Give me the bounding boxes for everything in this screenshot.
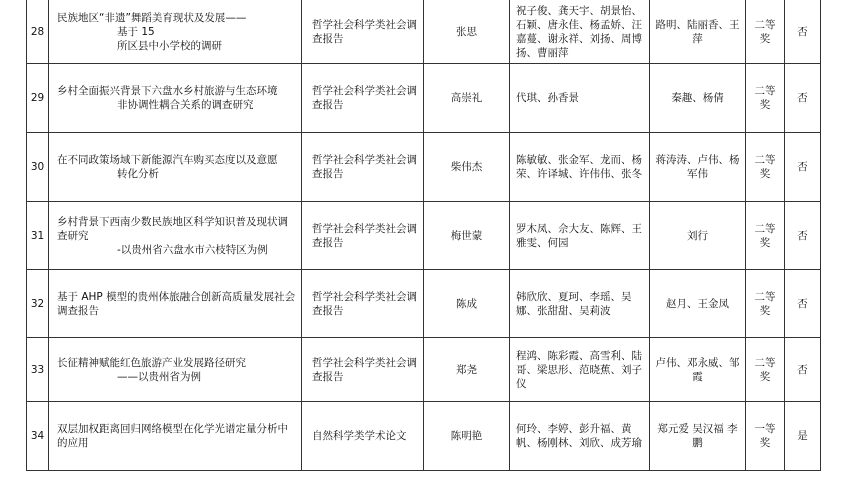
flag-value: 否	[785, 338, 821, 402]
award-level: 一等奖	[746, 402, 785, 471]
team-leader: 张思	[424, 0, 510, 64]
team-leader: 高崇礼	[424, 64, 510, 133]
project-title	[49, 338, 302, 402]
team-members: 罗木凤、佘大友、陈辉、王雅雯、何园	[510, 202, 650, 270]
advisor: 秦趣、杨倩	[650, 64, 746, 133]
project-title	[49, 64, 302, 133]
award-level: 二等奖	[746, 133, 785, 202]
project-title-line: 非协调性耦合关系的调查研究	[117, 99, 254, 111]
project-title	[49, 133, 302, 202]
team-members: 代琪、孙香景	[510, 64, 650, 133]
table-row	[27, 64, 821, 133]
flag-value: 否	[785, 270, 821, 338]
work-category: 哲学社会科学类社会调查报告	[302, 202, 424, 270]
project-title-line: 长征精神赋能红色旅游产业发展路径研究	[57, 356, 246, 369]
team-leader: 陈明艳	[424, 402, 510, 471]
work-category: 哲学社会科学类社会调查报告	[302, 133, 424, 202]
work-category: 哲学社会科学类社会调查报告	[302, 0, 424, 64]
award-level: 二等奖	[746, 64, 785, 133]
award-table-body	[27, 0, 821, 471]
project-title-line: 转化分析	[117, 168, 159, 180]
table-row	[27, 0, 821, 64]
award-level: 二等奖	[746, 338, 785, 402]
flag-value: 否	[785, 202, 821, 270]
advisor: 路明、陆丽香、王萍	[650, 0, 746, 64]
project-title-line: ——以贵州省为例	[117, 370, 201, 383]
advisor: 赵月、王金凤	[650, 270, 746, 338]
project-title	[49, 402, 302, 471]
row-number: 28	[27, 0, 49, 64]
project-title-line: 在不同政策场域下新能源汽车购买态度以及意愿	[57, 154, 278, 166]
team-members: 程鸿、陈彩霞、高雪利、陆哥、梁思形、范晓蕉、刘子仪	[510, 338, 650, 402]
project-title-line: 所区县中小学校的调研	[117, 39, 222, 52]
award-level: 二等奖	[746, 270, 785, 338]
work-category: 哲学社会科学类社会调查报告	[302, 338, 424, 402]
award-level: 二等奖	[746, 202, 785, 270]
flag-value: 否	[785, 64, 821, 133]
table-row	[27, 270, 821, 338]
award-table	[26, 0, 821, 471]
team-members: 祝子俊、龚天宇、胡景怡、石颖、唐永佳、杨孟娇、汪嘉蔓、谢永祥、刘扬、周博扬、曹丽萍	[510, 0, 650, 64]
award-level: 二等奖	[746, 0, 785, 64]
row-number: 29	[27, 64, 49, 133]
project-title-line: -以贵州省六盘水市六枝特区为例	[117, 243, 268, 256]
project-title-line: 民族地区“非遗”舞蹈美育现状及发展——	[57, 11, 247, 24]
table-row	[27, 402, 821, 471]
team-leader: 柴伟杰	[424, 133, 510, 202]
table-row	[27, 338, 821, 402]
project-title	[49, 0, 302, 64]
team-members: 韩欣欣、夏珂、李瑶、吴娜、张甜甜、吴莉波	[510, 270, 650, 338]
project-title-line: 基于 15	[117, 25, 155, 38]
work-category: 自然科学类学术论文	[302, 402, 424, 471]
team-leader: 梅世蒙	[424, 202, 510, 270]
advisor: 郑元爱 吴汉福 李鹏	[650, 402, 746, 471]
row-number: 33	[27, 338, 49, 402]
project-title-line: 双层加权距离回归网络模型在化学光谱定量分析中的应用	[57, 423, 288, 449]
project-title-line: 乡村全面振兴背景下六盘水乡村旅游与生态环境	[57, 85, 278, 97]
project-title-line: 基于 AHP 模型的贵州体旅融合创新高质量发展社会调查报告	[57, 290, 296, 317]
flag-value: 是	[785, 402, 821, 471]
team-leader: 郑尧	[424, 338, 510, 402]
work-category: 哲学社会科学类社会调查报告	[302, 64, 424, 133]
team-members: 何玲、李婷、彭升福、黄帆、杨刚林、刘欣、成芳瑜	[510, 402, 650, 471]
project-title	[49, 202, 302, 270]
team-leader: 陈成	[424, 270, 510, 338]
flag-value: 否	[785, 133, 821, 202]
project-title	[49, 270, 302, 338]
flag-value: 否	[785, 0, 821, 64]
advisor: 刘行	[650, 202, 746, 270]
row-number: 30	[27, 133, 49, 202]
row-number: 31	[27, 202, 49, 270]
advisor: 卢伟、邓永威、邹霞	[650, 338, 746, 402]
table-row	[27, 202, 821, 270]
table-row	[27, 133, 821, 202]
advisor: 蒋涛涛、卢伟、杨军伟	[650, 133, 746, 202]
team-members: 陈敏敏、张金军、龙而、杨荣、许译城、许伟伟、张冬	[510, 133, 650, 202]
row-number: 34	[27, 402, 49, 471]
row-number: 32	[27, 270, 49, 338]
project-title-line: 乡村背景下西南少数民族地区科学知识普及现状调查研究	[57, 215, 288, 242]
work-category: 哲学社会科学类社会调查报告	[302, 270, 424, 338]
